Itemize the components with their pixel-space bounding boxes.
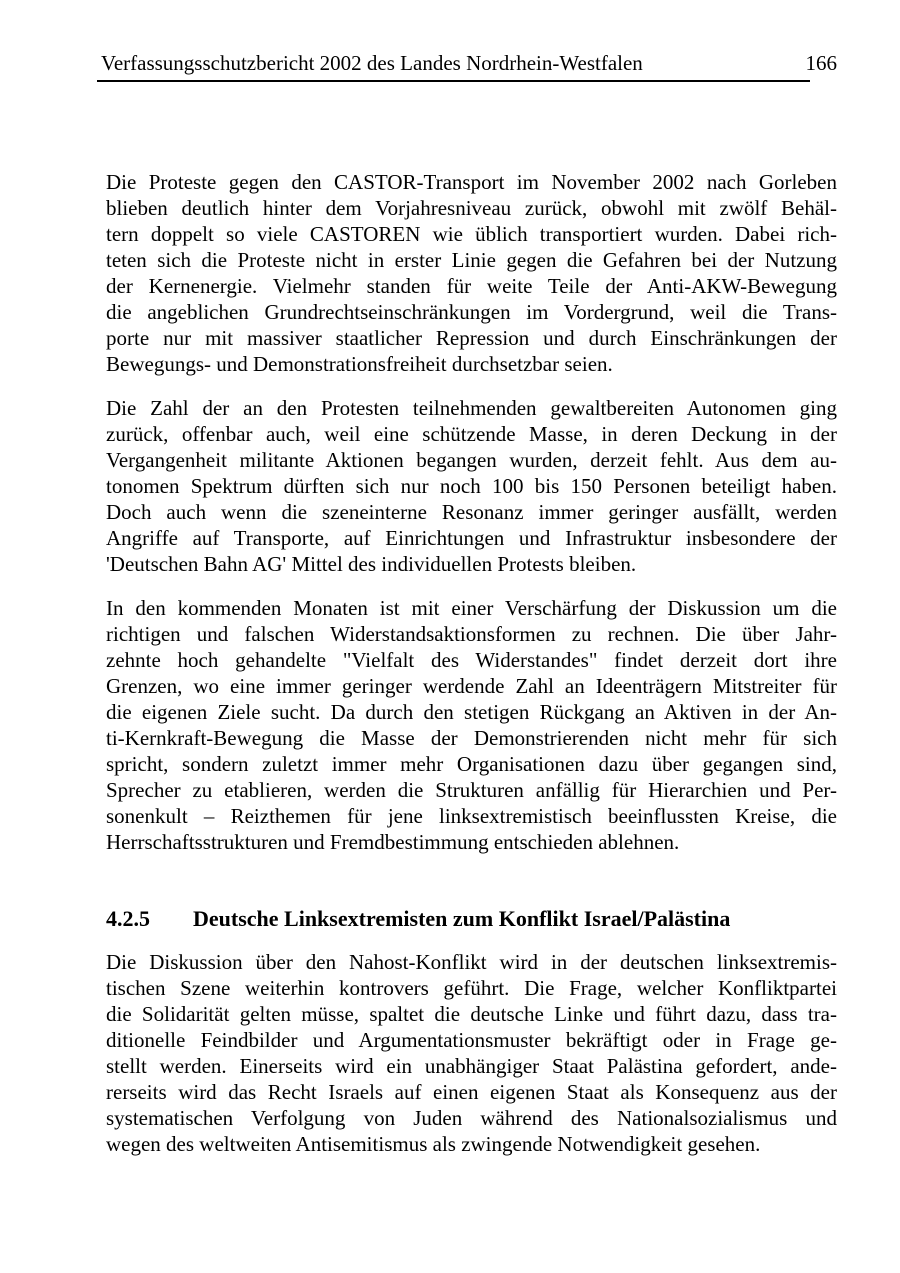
section-number: 4.2.5 [106,906,150,931]
header-rule [97,80,810,82]
text-line: Doch auch wenn die szeneinterne Resonanz immer geringer ausfällt, werden [106,500,837,524]
running-header-title: Verfassungsschutzbericht 2002 des Landes Nordrhein-Westfalen [101,51,643,75]
text-line: die Solidarität gelten müsse, spaltet die deutsche Linke und führt dazu, dass tra- [106,1002,837,1026]
text-line: Angriffe auf Transporte, auf Einrichtungen und Infrastruktur insbesondere der [106,526,837,550]
text-line: stellt werden. Einerseits wird ein unabhängiger Staat Palästina gefordert, ande- [106,1054,837,1078]
text-line: der Kernenergie. Vielmehr standen für weite Teile der Anti-AKW-Bewegung [106,274,837,298]
section-heading [106,905,837,933]
text-line: tischen Szene weiterhin kontrovers geführt. Die Frage, welcher Konfliktpartei [106,976,837,1000]
text-line: tonomen Spektrum dürften sich nur noch 100 bis 150 Personen beteiligt haben. [106,474,837,498]
text-line: porte nur mit massiver staatlicher Repression und durch Einschränkungen der [106,326,837,350]
text-line: richtigen und falschen Widerstandsaktionsformen zu rechnen. Die über Jahr- [106,622,837,646]
text-line: teten sich die Proteste nicht in erster Linie gegen die Gefahren bei der Nutzung [106,248,837,272]
text-line: ditionelle Feindbilder und Argumentationsmuster bekräftigt oder in Frage ge- [106,1028,837,1052]
text-line: die angeblichen Grundrechtseinschränkungen im Vordergrund, weil die Trans- [106,300,837,324]
text-line: 'Deutschen Bahn AG' Mittel des individuellen Protests bleiben. [106,552,637,576]
text-line: Herrschaftsstrukturen und Fremdbestimmung entschieden ablehnen. [106,830,680,854]
text-line: Die Proteste gegen den CASTOR-Transport im November 2002 nach Gorleben [106,170,837,194]
text-line: Die Zahl der an den Protesten teilnehmenden gewaltbereiten Autonomen ging [106,396,837,420]
text-line: rerseits wird das Recht Israels auf einen eigenen Staat als Konsequenz aus der [106,1080,837,1104]
paragraph-nahost-konflikt [106,949,837,1157]
text-line: Bewegungs- und Demonstrationsfreiheit durchsetzbar seien. [106,352,613,376]
page-number: 166 [805,51,837,75]
section-title: Deutsche Linksextremisten zum Konflikt Israel/Palästina [193,906,731,931]
text-line: blieben deutlich hinter dem Vorjahresniveau zurück, obwohl mit zwölf Behäl- [106,196,837,220]
text-line: sonenkult – Reizthemen für jene linksextremistisch beeinflussten Kreise, die [106,804,837,828]
paragraph-vielfalt-des-widerstandes [106,595,837,855]
text-line: Grenzen, wo eine immer geringer werdende Zahl an Ideenträgern Mitstreiter für [106,674,837,698]
text-line: Die Diskussion über den Nahost-Konflikt wird in der deutschen linksextremis- [106,950,837,974]
text-line: Sprecher zu etablieren, werden die Strukturen anfällig für Hierarchien und Per- [106,778,837,802]
text-line: spricht, sondern zuletzt immer mehr Organisationen dazu über gegangen sind, [106,752,837,776]
page-header [101,50,837,76]
text-line: wegen des weltweiten Antisemitismus als zwingende Notwendigkeit gesehen. [106,1132,761,1156]
text-line: tern doppelt so viele CASTOREN wie üblich transportiert wurden. Dabei rich- [106,222,837,246]
text-line: In den kommenden Monaten ist mit einer Verschärfung der Diskussion um die [106,596,837,620]
text-line: Vergangenheit militante Aktionen begangen wurden, derzeit fehlt. Aus dem au- [106,448,837,472]
text-line: systematischen Verfolgung von Juden während des Nationalsozialismus und [106,1106,837,1130]
text-line: zehnte hoch gehandelte "Vielfalt des Widerstandes" findet derzeit dort ihre [106,648,837,672]
paragraph-autonome-proteste [106,395,837,577]
text-line: zurück, offenbar auch, weil eine schützende Masse, in deren Deckung in der [106,422,837,446]
paragraph-castor-transport [106,169,837,377]
document-body [106,169,837,1175]
text-line: die eigenen Ziele sucht. Da durch den stetigen Rückgang an Aktiven in der An- [106,700,837,724]
text-line: ti-Kernkraft-Bewegung die Masse der Demonstrierenden nicht mehr für sich [106,726,837,750]
